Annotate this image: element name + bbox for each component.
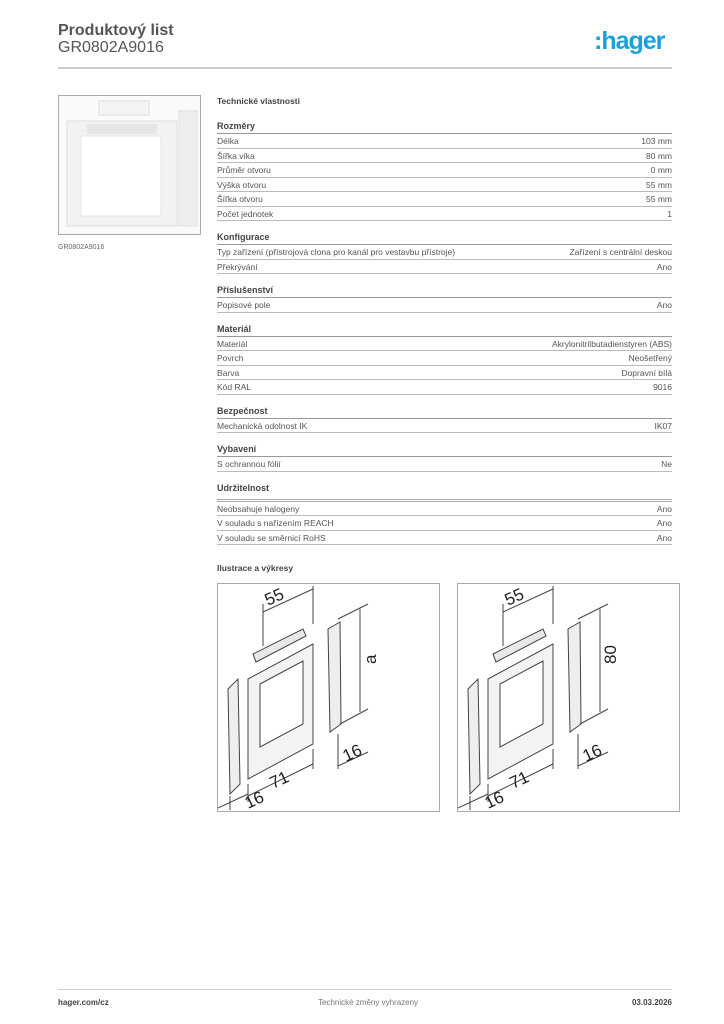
- specs-heading: Technické vlastnosti: [217, 96, 300, 106]
- section-title: Materiál: [217, 323, 672, 337]
- section-title: Konfigurace: [217, 231, 672, 245]
- technical-specs: [217, 96, 672, 545]
- spec-row: [217, 502, 672, 517]
- image-caption: GR0802A9016: [58, 244, 105, 251]
- spec-label: Kód RAL: [217, 382, 252, 392]
- spec-row: [217, 366, 672, 381]
- spec-label: Šířka otvoru: [217, 194, 263, 204]
- left-end-cap: [468, 679, 480, 794]
- spec-row: [217, 457, 672, 472]
- spec-section: [217, 482, 672, 546]
- spec-value: Akrylonitrilbutadienstyren (ABS): [552, 338, 672, 349]
- spec-row: [217, 419, 672, 434]
- product-image: [58, 95, 201, 235]
- dim-left: 16: [481, 787, 507, 811]
- spec-value: Ano: [656, 532, 672, 543]
- spec-label: V souladu se směrnicí RoHS: [217, 532, 326, 543]
- spec-label: Barva: [217, 367, 240, 378]
- spec-row: [217, 351, 672, 366]
- spec-value: IK07: [654, 420, 672, 431]
- header-divider: [58, 67, 672, 69]
- dim-right: 16: [579, 740, 605, 766]
- spec-section: [217, 405, 672, 434]
- dim-top: 55: [501, 584, 527, 610]
- drawing-1: [217, 583, 440, 812]
- spec-section: [217, 284, 672, 313]
- spec-value: 80 mm: [646, 150, 672, 161]
- spec-value: 103 mm: [641, 136, 672, 146]
- spec-row: [217, 134, 672, 149]
- section-title: Bezpečnost: [217, 405, 672, 419]
- spec-value: 0 mm: [650, 165, 672, 175]
- spec-value: Dopravní bílá: [621, 367, 672, 378]
- spec-value: 55 mm: [646, 179, 672, 190]
- dim-side: a: [361, 654, 380, 664]
- product-code: GR0802A9016: [58, 39, 164, 56]
- spec-section: [217, 120, 672, 221]
- spec-section: [217, 231, 672, 274]
- spec-row: [217, 337, 672, 352]
- spec-row: [217, 380, 672, 395]
- spec-value: Ne: [661, 459, 672, 469]
- section-title: Rozměry: [217, 120, 672, 134]
- spec-row: [217, 298, 672, 313]
- spec-value: Ano: [656, 518, 672, 528]
- section-title: Vybavení: [217, 443, 672, 457]
- illustrations-heading: Ilustrace a výkresy: [217, 563, 294, 573]
- dim-left: 16: [241, 787, 267, 811]
- right-end-cap: [568, 622, 581, 732]
- spec-row: [217, 163, 672, 178]
- spec-value: 9016: [653, 382, 672, 392]
- footer-divider: [58, 989, 672, 990]
- spec-value: 1: [667, 208, 672, 219]
- spec-label: Povrch: [217, 353, 244, 363]
- spec-value: Zařízení s centrální deskou: [569, 247, 672, 257]
- spec-section: [217, 323, 672, 395]
- spec-section: [217, 443, 672, 472]
- spec-row: [217, 149, 672, 164]
- hager-logo: :hager: [594, 27, 665, 55]
- spec-label: Počet jednotek: [217, 208, 274, 219]
- footer-notice: Technické změny vyhrazeny: [318, 998, 419, 1007]
- spec-value: 55 mm: [646, 194, 672, 204]
- drawing-2: [457, 583, 680, 812]
- spec-label: Neobsahuje halogeny: [217, 503, 300, 514]
- spec-label: Délka: [217, 136, 239, 146]
- section-title: Příslušenství: [217, 284, 672, 298]
- left-end-cap: [228, 679, 240, 794]
- page-title: Produktový list: [58, 22, 174, 39]
- dim-side: 80: [601, 645, 620, 664]
- spec-label: Překrývání: [217, 261, 258, 272]
- spec-label: S ochrannou fólií: [217, 459, 281, 469]
- spec-label: Průměr otvoru: [217, 165, 271, 175]
- spec-row: [217, 260, 672, 275]
- dim-bottom: 71: [266, 767, 292, 793]
- spec-label: Typ zařízení (přístrojová clona pro kanál pro vestavbu přístroje): [217, 247, 456, 257]
- spec-value: Ano: [656, 261, 672, 272]
- footer-date: 03.03.2026: [631, 998, 672, 1007]
- spec-row: [217, 531, 672, 546]
- section-title: Udržitelnost: [217, 482, 672, 502]
- spec-row: [217, 192, 672, 207]
- spec-row: [217, 178, 672, 193]
- dim-bottom: 71: [506, 767, 532, 793]
- spec-row: [217, 516, 672, 531]
- footer-website[interactable]: hager.com/cz: [58, 998, 109, 1007]
- dim-right: 16: [339, 740, 365, 766]
- right-end-cap: [328, 622, 341, 732]
- dim-top: 55: [261, 584, 287, 610]
- spec-label: Materiál: [217, 338, 248, 349]
- spec-label: Výška otvoru: [217, 179, 267, 190]
- spec-value: Ano: [656, 503, 672, 514]
- spec-row: [217, 245, 672, 260]
- spec-label: Mechanická odolnost IK: [217, 420, 308, 431]
- spec-value: Neošetřený: [628, 353, 672, 363]
- spec-row: [217, 207, 672, 222]
- spec-value: Ano: [656, 300, 672, 310]
- spec-label: Popisové pole: [217, 300, 271, 310]
- spec-label: Šířka víka: [217, 150, 255, 161]
- spec-label: V souladu s nařízením REACH: [217, 518, 334, 528]
